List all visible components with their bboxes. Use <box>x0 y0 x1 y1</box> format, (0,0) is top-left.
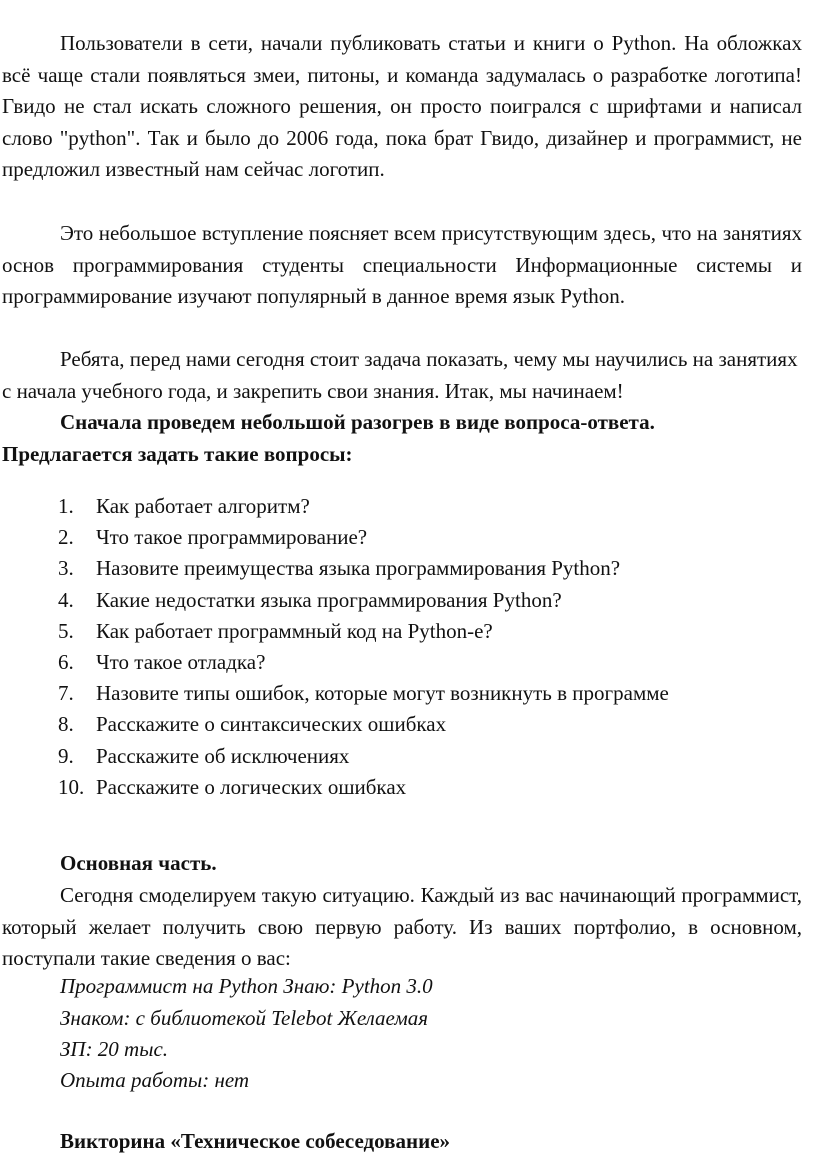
question-text: Расскажите об исключениях <box>96 743 350 768</box>
question-number: 1. <box>58 494 74 518</box>
question-number: 9. <box>58 743 74 768</box>
question-text: Как работает алгоритм? <box>96 494 310 518</box>
question-number: 6. <box>58 649 74 674</box>
main-part-heading: Основная часть. <box>60 851 217 875</box>
portfolio-line: Программист на Python Знаю: Python 3.0 <box>60 974 433 998</box>
question-text: Как работает программный код на Python-е? <box>96 618 493 643</box>
intro-paragraph-task: Ребята, перед нами сегодня стоит задача показать, чему мы научились на занятиях с начала учебного года, и закрепить свои знания. Итак, мы начинаем! <box>2 347 798 403</box>
question-number: 4. <box>58 587 74 612</box>
question-text: Что такое отладка? <box>96 649 266 674</box>
question-number: 7. <box>58 681 74 706</box>
question-item <box>58 678 669 709</box>
question-item <box>58 647 669 678</box>
question-text: Расскажите о логических ошибках <box>96 774 407 799</box>
question-text: Расскажите о синтаксических ошибках <box>96 712 447 737</box>
intro-paragraph-course: Это небольшое вступление поясняет всем присутствующим здесь, что на занятиях основ программирования студенты специальности Информационные системы и программирование изучают популярный в данное время язык Python. <box>2 221 802 309</box>
portfolio-line: Знаком: с библиотекой Telebot Желаемая <box>60 1006 428 1030</box>
question-text: Назовите типы ошибок, которые могут возникнуть в программе <box>96 681 669 706</box>
question-item <box>58 553 669 584</box>
question-item <box>58 741 669 772</box>
question-number: 10. <box>58 774 85 799</box>
portfolio-line: Опыта работы: нет <box>60 1068 250 1092</box>
question-item <box>58 522 669 553</box>
question-item <box>58 491 669 522</box>
question-item <box>58 772 669 803</box>
question-item <box>58 709 669 740</box>
questions-list <box>58 491 669 803</box>
quiz-heading: Викторина «Техническое собеседование» <box>60 1129 451 1153</box>
warmup-subheading: Предлагается задать такие вопросы: <box>2 442 353 466</box>
warmup-heading: Сначала проведем небольшой разогрев в виде вопроса-ответа. <box>60 410 655 434</box>
portfolio-line: ЗП: 20 тыс. <box>60 1037 169 1061</box>
intro-paragraph-logo: Пользователи в сети, начали публиковать статьи и книги о Python. На обложках всё чаще стали появляться змеи, питоны, и команда задумалась о разработке логотипа! Гвидо не стал искать сложного решения, он просто поигрался с шрифтами и написал слово "python". Так и было до 2006 года, пока брат Гвидо, дизайнер и программист, не предложил известный нам сейчас логотип. <box>2 31 802 182</box>
question-number: 3. <box>58 556 74 581</box>
question-item <box>58 585 669 616</box>
question-item <box>58 616 669 647</box>
question-text: Что такое программирование? <box>96 525 368 550</box>
question-number: 2. <box>58 525 74 550</box>
question-number: 5. <box>58 618 74 643</box>
main-part-paragraph: Сегодня смоделируем такую ситуацию. Каждый из вас начинающий программист, который желает получить свою первую работу. Из ваших портфолио, в основном, поступали такие сведения о вас: <box>2 883 802 971</box>
question-number: 8. <box>58 712 74 737</box>
question-text: Назовите преимущества языка программирования Python? <box>96 556 621 581</box>
question-text: Какие недостатки языка программирования Python? <box>96 587 562 612</box>
